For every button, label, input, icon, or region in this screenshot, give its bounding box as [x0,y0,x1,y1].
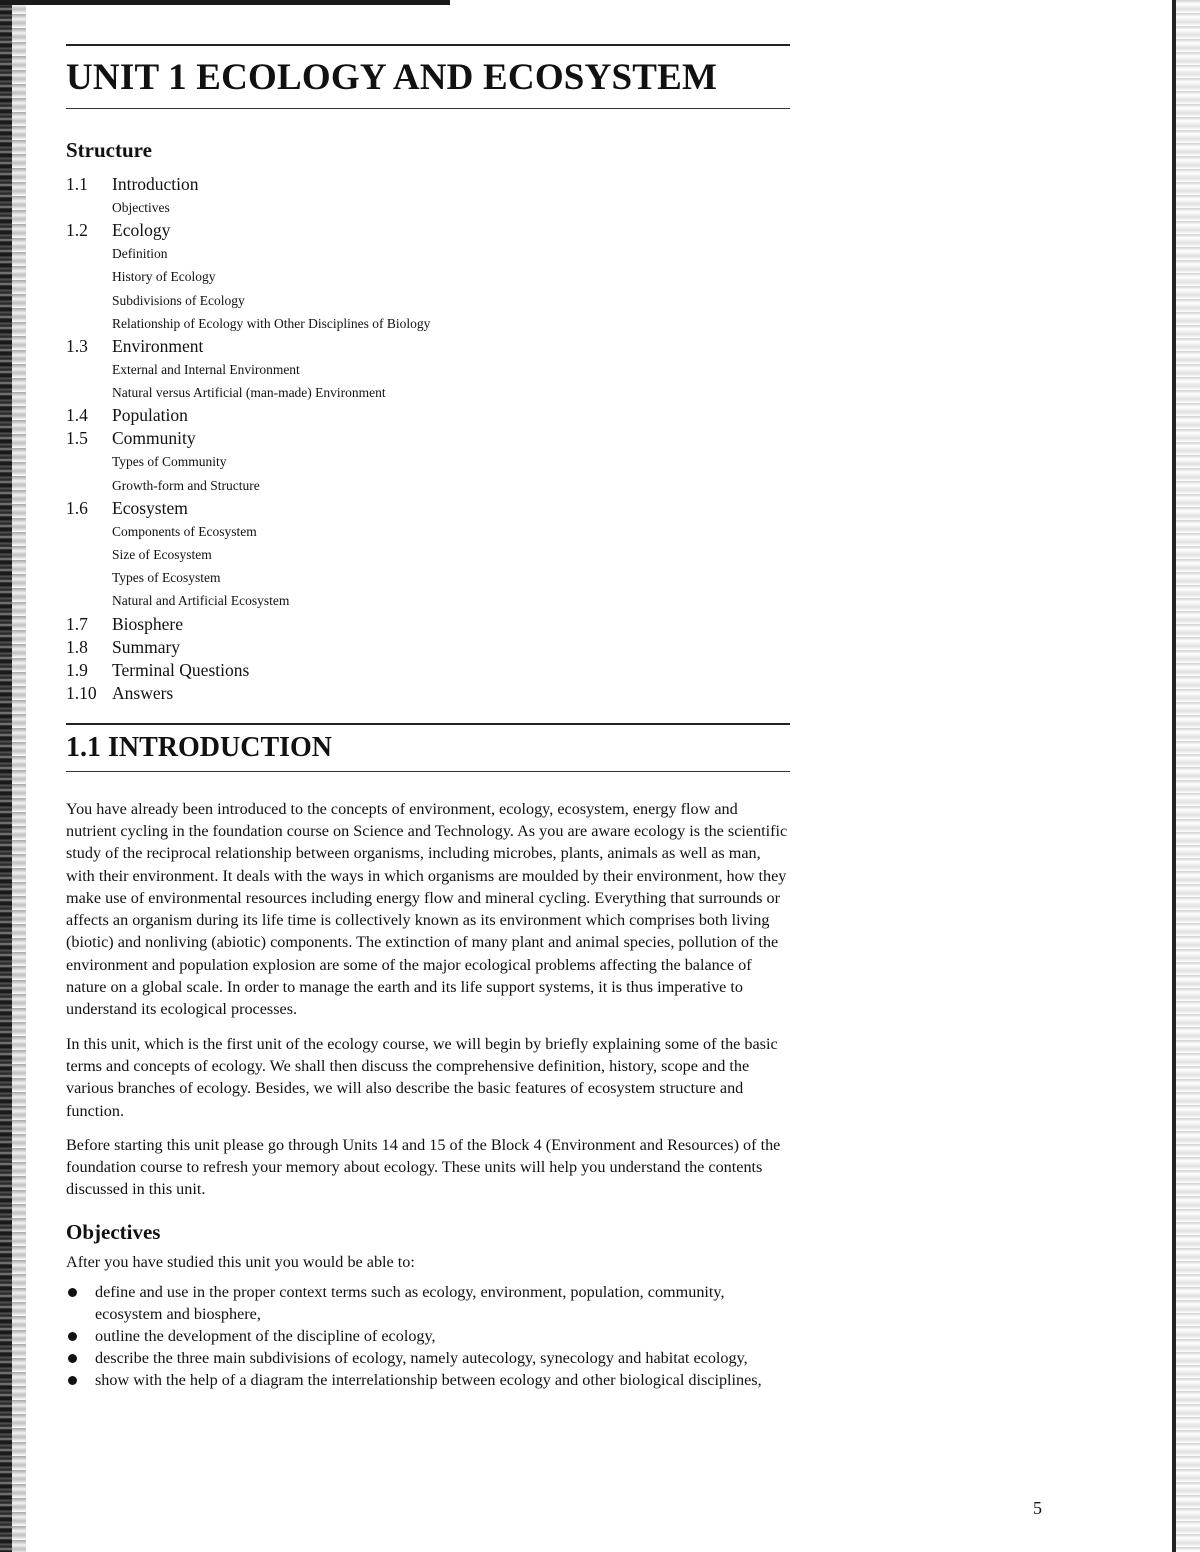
toc-item-label: Biosphere [112,613,183,634]
scan-edge-left-noise [12,0,26,1552]
section-bottom-rule [66,771,790,772]
scan-edge-right-noise [1176,0,1200,1552]
toc-item-label: Environment [112,336,204,357]
scan-edge-top [0,0,450,5]
toc-subitem[interactable]: Natural versus Artificial (man-made) Environment [112,385,386,401]
objective-text: define and use in the proper context terms such as ecology, environment, population, community, ecosystem and biosphere, [95,1282,725,1323]
objective-text: show with the help of a diagram the interrelationship between ecology and other biological disciplines, [95,1370,762,1389]
toc-item-number: 1.9 [66,659,88,680]
intro-paragraph: You have already been introduced to the concepts of environment, ecology, ecosystem, energy flow and nutrient cycling in the foundation course on Science and Technology. As you are aware ecology is the scientific study of the reciprocal relationship between organisms, including microbes, plants, animals as well as man, with their environment. It deals with the ways in which organisms are moulded by their environment, how they make use of environmental resources including energy flow and mineral cycling. Everything that surrounds or affects an organism during its life time is collectively known as its environment which comprises both living (biotic) and nonliving (abiotic) components. The extinction of many plant and animal species, pollution of the environment and population explosion are some of the major ecological problems affecting the balance of nature on a global scale. In order to manage the earth and its life support systems, it is thus imperative to understand its ecological processes. [66,799,788,1019]
objective-text: describe the three main subdivisions of ecology, namely autecology, synecology and habitat ecology, [95,1348,748,1367]
toc-item-number: 1.6 [66,497,88,518]
intro-paragraph: In this unit, which is the first unit of the ecology course, we will begin by briefly explaining some of the basic terms and concepts of ecology. We shall then discuss the comprehensive definition, history, scope and the various branches of ecology. Besides, we will also describe the basic features of ecosystem structure and function. [66,1034,778,1120]
page-number: 5 [1033,1498,1042,1518]
toc-subitem[interactable]: Relationship of Ecology with Other Disciplines of Biology [112,315,431,331]
toc-item[interactable] [66,219,790,242]
toc-subitem[interactable]: Objectives [112,200,170,215]
toc-item[interactable] [66,335,790,358]
toc-item-number: 1.2 [66,220,88,241]
toc-item-number: 1.4 [66,405,88,426]
toc-item[interactable] [66,659,790,682]
toc-item[interactable] [66,682,790,705]
toc-item-number: 1.8 [66,636,88,657]
toc-item-number: 1.10 [66,682,97,703]
introduction-section [66,723,790,1391]
toc-subitem[interactable]: Types of Ecosystem [112,570,221,586]
toc-subitem[interactable]: Subdivisions of Ecology [112,292,245,308]
objectives-heading: Objectives [66,1219,161,1244]
toc-subitem[interactable]: Natural and Artificial Ecosystem [112,593,290,609]
toc-item-number: 1.1 [66,174,88,194]
table-of-contents [66,173,790,705]
objective-item [66,1325,790,1347]
bullet-icon [68,1332,77,1341]
scan-edge-left [0,0,12,1552]
page-content [66,44,790,1391]
objective-item [66,1369,790,1391]
toc-item[interactable] [66,497,790,520]
objectives-intro: After you have studied this unit you would be able to: [66,1252,415,1271]
toc-item-label: Population [112,405,188,426]
toc-item[interactable] [66,173,790,196]
toc-item-label: Ecology [112,220,171,241]
structure-heading: Structure [66,138,152,162]
toc-item-label: Summary [112,636,181,657]
toc-subitem[interactable]: Size of Ecosystem [112,547,212,563]
toc-item-label: Answers [112,682,174,703]
bullet-icon [68,1376,77,1385]
toc-subitem[interactable]: History of Ecology [112,269,216,285]
intro-paragraph: Before starting this unit please go through Units 14 and 15 of the Block 4 (Environment and Resources) of the foundation course to refresh your memory about ecology. These units will help you understand the contents discussed in this unit. [66,1135,781,1199]
unit-title: UNIT 1 ECOLOGY AND ECOSYSTEM [66,57,718,98]
toc-item[interactable] [66,613,790,636]
section-top-rule [66,723,790,725]
objective-item [66,1347,790,1369]
toc-item-label: Introduction [112,174,199,194]
title-bottom-rule [66,108,790,109]
objective-text: outline the development of the discipline of ecology, [95,1326,436,1345]
title-top-rule [66,44,790,46]
toc-item[interactable] [66,427,790,450]
objective-item [66,1281,790,1325]
objectives-list [66,1281,790,1391]
bullet-icon [68,1288,77,1297]
toc-item-number: 1.7 [66,613,88,634]
toc-subitem[interactable]: Growth-form and Structure [112,477,260,493]
toc-item-label: Ecosystem [112,497,188,518]
toc-subitem[interactable]: Types of Community [112,454,227,470]
toc-item-label: Community [112,428,196,449]
section-title: 1.1 INTRODUCTION [66,731,333,763]
toc-item[interactable] [66,404,790,427]
toc-item-number: 1.5 [66,428,88,449]
toc-subitem[interactable]: External and Internal Environment [112,362,300,378]
bullet-icon [68,1354,77,1363]
toc-item-label: Terminal Questions [112,659,250,680]
toc-subitem[interactable]: Components of Ecosystem [112,523,257,539]
toc-item-number: 1.3 [66,336,88,357]
toc-subitem[interactable]: Definition [112,246,168,262]
toc-item[interactable] [66,636,790,659]
